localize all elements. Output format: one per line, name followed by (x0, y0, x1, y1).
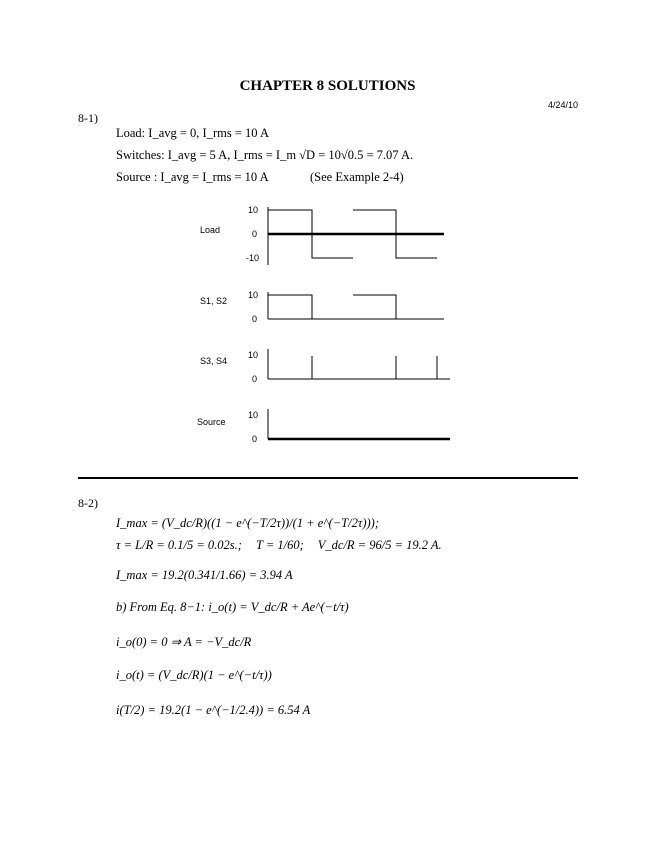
problem-8-2-label: 8-2) (78, 496, 98, 510)
section-divider (78, 477, 578, 479)
plot-label-s3-s4: S3, S4 (200, 356, 228, 366)
switches-equation: Switches: I_avg = 5 A, I_rms = I_m √D = 10√0.5 = 7.07 A. (116, 148, 414, 162)
eq-8-1: b) From Eq. 8−1: i_o(t) = V_dc/R + Ae^(−t/τ) (116, 600, 349, 614)
imax-result: I_max = 19.2(0.341/1.66) = 3.94 A (116, 568, 293, 582)
plot-label-load: Load (200, 225, 221, 235)
imax-formula: I_max = (V_dc/R)((1 − e^(−T/2τ))/(1 + e^(−T/2τ))); (116, 516, 379, 530)
source-note: (See Example 2-4) (310, 170, 404, 184)
s1s2-waveform (353, 295, 396, 319)
s1s2-waveform (268, 295, 312, 319)
problem-8-1-label: 8-1) (78, 111, 98, 125)
tick-label: 10 (248, 205, 259, 215)
vdc-over-r-value: V_dc/R = 96/5 = 19.2 A. (317, 538, 442, 552)
tick-label: 0 (252, 229, 258, 239)
tick-label: 10 (248, 290, 259, 300)
plot-label-source: Source (197, 417, 226, 427)
imax-formula-line (116, 516, 379, 531)
initial-condition: i_o(0) = 0 ⇒ A = −V_dc/R (116, 635, 252, 649)
half-period-result: i(T/2) = 19.2(1 − e^(−1/2.4)) = 6.54 A (116, 703, 311, 717)
date: 4/24/10 (547, 100, 578, 110)
tick-label: 0 (252, 374, 258, 384)
source-equation: Source : I_avg = I_rms = 10 A (116, 170, 269, 184)
tau-value: τ = L/R = 0.1/5 = 0.02s.; (116, 538, 242, 552)
tick-label: 10 (248, 410, 259, 420)
tick-label: -10 (246, 253, 260, 263)
tick-label: 10 (248, 350, 259, 360)
load-equation: Load: I_avg = 0, I_rms = 10 A (116, 126, 269, 140)
tick-label: 0 (252, 434, 258, 444)
plot-label-s1-s2: S1, S2 (200, 296, 228, 306)
tick-label: 0 (252, 314, 258, 324)
period-value: T = 1/60; (255, 538, 304, 552)
io-solution: i_o(t) = (V_dc/R)(1 − e^(−t/τ)) (116, 668, 272, 682)
parameters-line (116, 538, 442, 553)
page-title: CHAPTER 8 SOLUTIONS (239, 78, 416, 94)
